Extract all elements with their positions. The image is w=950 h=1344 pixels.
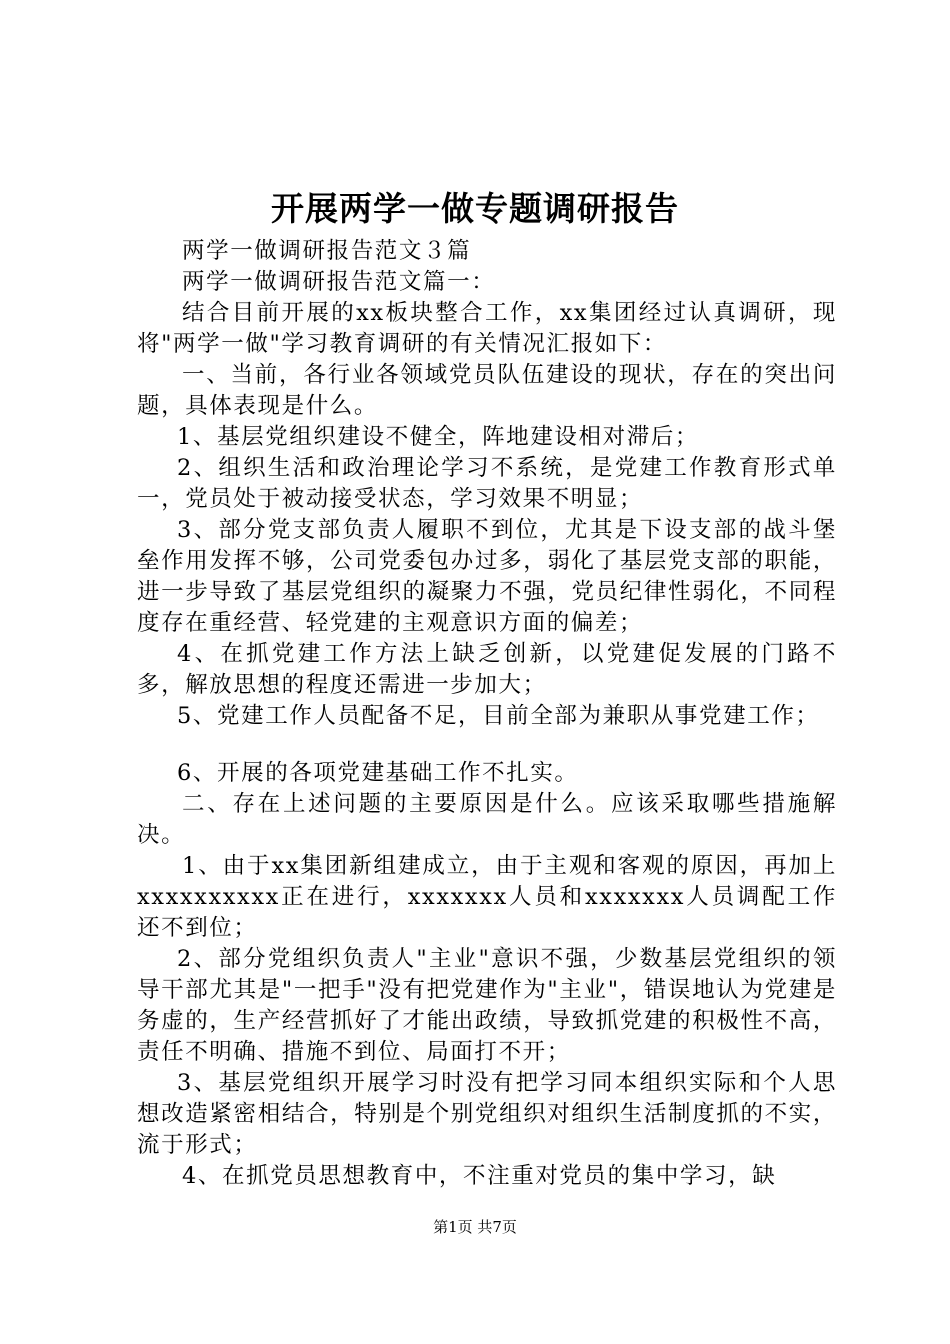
document-title: 开展两学一做专题调研报告: [271, 189, 679, 228]
paragraph-item: 3、部分党支部负责人履职不到位，尤其是下设支部的战斗堡垒作用发挥不够，公司党委包办过多，弱化了基层党支部的职能，进一步导致了基层党组织的凝聚力不强，党员纪律性弱化，不同程度存在重经营、轻党建的主观意识方面的偏差；: [137, 517, 837, 636]
paragraph-subtitle: 两学一做调研报告范文３篇: [182, 238, 472, 264]
paragraph-item: 6、开展的各项党建基础工作不扎实。: [177, 760, 579, 786]
paragraph-item: 4、在抓党建工作方法上缺乏创新，以党建促发展的门路不多，解放思想的程度还需进一步加大；: [137, 641, 837, 698]
paragraph-item: 1、由于xx集团新组建成立，由于主观和客观的原因，再加上xxxxxxxxxx正在进行，xxxxxxx人员和xxxxxxx人员调配工作还不到位；: [137, 853, 837, 941]
paragraph-item: 3、基层党组织开展学习时没有把学习同本组织实际和个人思想改造紧密相结合，特别是个别党组织对组织生活制度抓的不实，流于形式；: [137, 1070, 837, 1158]
paragraph-section-heading: 两学一做调研报告范文篇一：: [182, 269, 496, 295]
document-body: [137, 236, 837, 1192]
paragraph-item: 4、在抓党员思想教育中，不注重对党员的集中学习，缺: [182, 1163, 777, 1189]
paragraph-intro: 结合目前开展的xx板块整合工作，xx集团经过认真调研，现将"两学一做"学习教育调研的有关情况汇报如下：: [137, 300, 837, 357]
page-number: 第1页 共7页: [433, 1218, 517, 1236]
paragraph-item: 1、基层党组织建设不健全，阵地建设相对滞后；: [177, 424, 700, 450]
paragraph-question-2: 二、存在上述问题的主要原因是什么。应该采取哪些措施解决。: [137, 791, 837, 848]
paragraph-question-1: 一、当前，各行业各领域党员队伍建设的现状，存在的突出问题，具体表现是什么。: [137, 362, 837, 419]
paragraph-gap: [137, 732, 837, 758]
paragraph-item: 2、部分党组织负责人"主业"意识不强，少数基层党组织的领导干部尤其是"一把手"没有把党建作为"主业"，错误地认为党建是务虚的，生产经营抓好了才能出政绩，导致抓党建的积极性不高，责任不明确、措施不到位、局面打不开；: [137, 946, 837, 1065]
paragraph-item: 2、组织生活和政治理论学习不系统，是党建工作教育形式单一，党员处于被动接受状态，学习效果不明显；: [137, 455, 837, 512]
paragraph-item: 5、党建工作人员配备不足，目前全部为兼职从事党建工作；: [177, 703, 820, 729]
